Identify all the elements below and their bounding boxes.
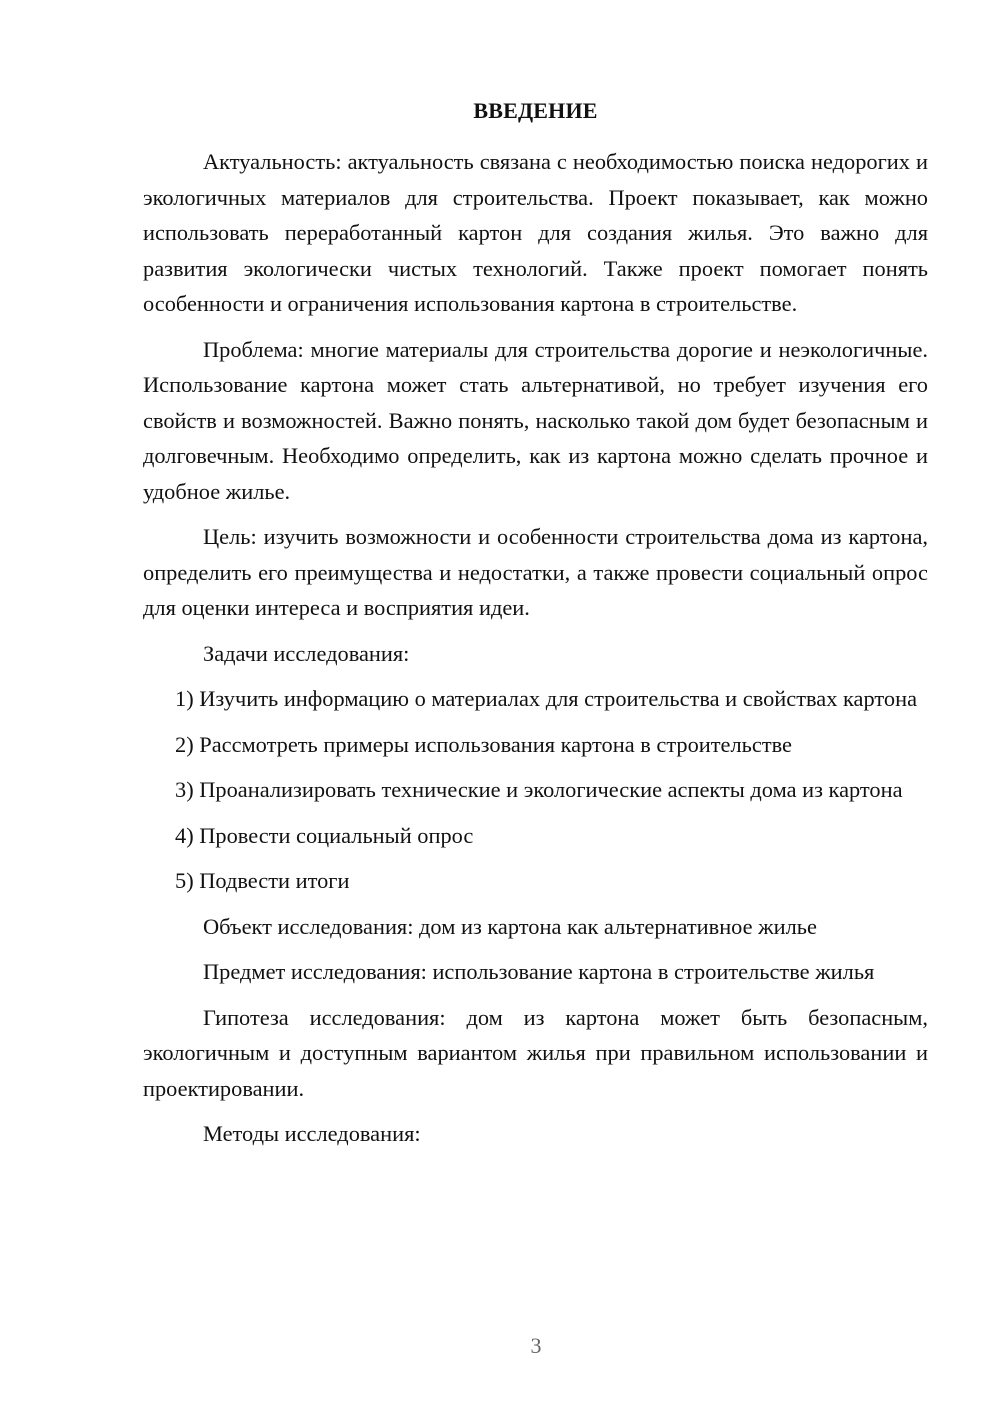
task-item-2: 2) Рассмотреть примеры использования картона в строительстве	[175, 731, 792, 757]
research-object: Объект исследования: дом из картона как альтернативное жилье	[203, 913, 817, 939]
task-item-1: 1) Изучить информацию о материалах для строительства и свойствах картона	[175, 686, 918, 711]
task-item-3: 3) Проанализировать технические и экологические аспекты дома из картона	[175, 777, 903, 802]
section-title: ВВЕДЕНИЕ	[473, 98, 598, 123]
task-item-4: 4) Провести социальный опрос	[175, 822, 474, 848]
goal-paragraph: Цель: изучить возможности и особенности строительства дома из картона, определить его преимущества и недостатки, а также провести социальный опрос для оценки интереса и восприятия идеи.	[143, 524, 928, 620]
page-number: 3	[530, 1333, 542, 1358]
task-item-5: 5) Подвести итоги	[175, 868, 350, 893]
problem-paragraph: Проблема: многие материалы для строительства дорогие и неэкологичные. Использование картона может стать альтернативой, но требует изучения его свойств и возможностей. Важно понять, насколько такой дом будет безопасным и долговечным. Необходимо определить, как из картона можно сделать прочное и удобное жилье.	[143, 336, 928, 504]
page-content	[143, 98, 928, 1162]
methods-heading: Методы исследования:	[203, 1121, 421, 1146]
relevance-paragraph: Актуальность: актуальность связана с необходимостью поиска недорогих и экологичных материалов для строительства. Проект показывает, как можно использовать переработанный картон для создания жилья. Это важно для развития экологически чистых технологий. Также проект помогает понять особенности и ограничения использования картона в строительстве.	[143, 149, 928, 316]
tasks-heading: Задачи исследования:	[203, 640, 410, 666]
research-hypothesis: Гипотеза исследования: дом из картона может быть безопасным, экологичным и доступным вариантом жилья при правильном использовании и проектировании.	[143, 1004, 928, 1101]
research-subject: Предмет исследования: использование картона в строительстве жилья	[203, 959, 875, 984]
